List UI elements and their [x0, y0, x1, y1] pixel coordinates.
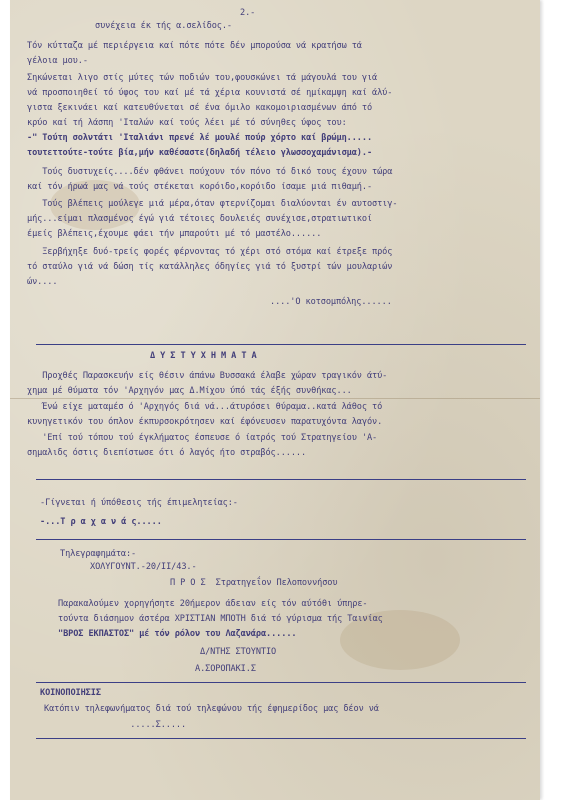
text-line: Ξερβήχηξε δυό-τρείς φορές φέρνοντας τό χέρι στό στόμα καί έτρεξε πρός: [27, 247, 393, 257]
telegram-sign-title: Δ/ΝΤΗΣ ΣΤΟΥΝΤΙΟ: [200, 647, 277, 657]
telegram-sign-name: Α.ΣΟΡΟΠΑΚΙ.Σ: [195, 664, 256, 674]
text-line: κυνηγετικόν του όπλον έκπυρσοκρότησεν καί έφόνευσεν παρατυχόντα λαγόν.: [27, 417, 383, 427]
text-line: Προχθές Παρασκευήν είς θέσιν άπάνω Βυσσακά έλαβε χώραν τραγικόν άτύ-: [27, 371, 388, 381]
text-line: σημαλιδς όστις διεπίστωσε ότι ό λαγός ήτο στραβός......: [27, 448, 307, 458]
page-number: 2.-: [240, 8, 256, 18]
continuation-header: συνέχεια έκ τής α.σελίδος.-: [95, 21, 232, 31]
editor-line: -Γίγνεται ή ύπόθεσις τής έπιμελητείας:-: [40, 498, 238, 508]
text-line: Τούς βλέπεις μούλεγε μιά μέρα,όταν φτερνίζομαι διαλύονται έν αυτοστιγ-: [27, 199, 398, 209]
text-line: ών....: [27, 277, 58, 287]
text-line: "ΒΡΟΣ ΕΚΠΑΣΤΟΣ" μέ τόν ρόλον του Λαζανάρα......: [58, 629, 297, 639]
signature: ....'Ο κοτσομπόλης......: [270, 297, 392, 307]
text-line: γιστα ξεκινάει καί κατευθύνεται σέ ένα όμιλο κακομοιριασμένων άπό τό: [27, 103, 373, 113]
divider: [36, 682, 526, 683]
text-line: νά προσποιηθεί τό ύφος του καί μέ τά χέρια κουνιστά σέ ημίκαμψη καί άλύ-: [27, 88, 393, 98]
editor-signature: -...Τ ρ α χ α ν ά ς.....: [40, 517, 162, 527]
text-line: μής...είμαι πλασμένος έγώ γιά τέτοιες δουλειές συνέχισε,στρατιωτικοί: [27, 214, 373, 224]
text-line: Παρακαλούμεν χορηγήσητε 20ήμερον άδειαν είς τόν αύτόθι ύπηρε-: [58, 599, 368, 609]
text-line: χημα μέ θύματα τόν 'Αρχηγόν μας Δ.Μίχου ύπό τάς έξής συνθήκας...: [27, 386, 352, 396]
text-line: καί τόν ήρωά μας νά τούς στέκεται κορόιδο,κορόιδο ίσαμε μιά πιθαμή.-: [27, 182, 373, 192]
telegram-place-date: ΧΟΛΥΓΟΥΝΤ.-20/II/43.-: [90, 562, 197, 572]
text-line: τό σταύλο γιά νά δώση τίς κατάλληλες όδηγίες γιά τό ξυστρί τών μουλαριών: [27, 262, 393, 272]
divider: [36, 479, 526, 480]
divider: [36, 539, 526, 540]
telegram-heading: Τηλεγραφημάτα:-: [60, 549, 137, 559]
section-title-notice: ΚΟΙΝΟΠΟΙΗΣΙΣ: [40, 688, 101, 698]
text-line: γέλοια μου.-: [27, 56, 88, 66]
section-title-accidents: Δ Υ Σ Τ Υ Χ Η Μ Α Τ Α: [150, 351, 257, 361]
text-line: κρύο καί τή λάσπη 'Ιταλών καί τούς λέει μέ τό σύνηθες ύφος του:: [27, 118, 347, 128]
divider: [36, 344, 526, 345]
text-line: Σηκώνεται λιγο στίς μύτες τών ποδιών του,φουσκώνει τά μάγουλά του γιά: [27, 73, 378, 83]
text-line: .....Σ.....: [44, 720, 187, 730]
text-line: τούντα διάσημον άστέρα ΧΡΙΣΤΙΑΝ ΜΠΟΤΗ διά τό γύρισμα τής Ταινίας: [58, 614, 383, 624]
divider: [36, 738, 526, 739]
text-line: Ένώ είχε ματαμέσ ό 'Αρχηγός διά νά...άτυρόσει θύραμα..κατά λάθος τό: [27, 402, 383, 412]
text-line: Κατόπιν τηλεφωνήματος διά τού τηλεφώνου τής έφημερίδος μας δέον νά: [44, 704, 379, 714]
text-line: Τόν κύτταζα μέ περιέργεια καί πότε πότε δέν μπορούσα νά κρατήσω τά: [27, 41, 362, 51]
text-line: τουτεττούτε-τούτε βία,μήν καθέσαστε(δηλαδή τέλειο γλωσσοχαμάνισμα).-: [27, 148, 373, 158]
text-line: έμείς βλέπεις,έχουμε φάει τήν μπαρούτι μέ τό μαστέλο......: [27, 229, 322, 239]
text-line: -" Τούτη σολντάτι 'Ιταλιάνι πρενέ λέ μουλέ πούρ χόρτο καί βρώμη.....: [27, 133, 373, 143]
telegram-recipient: Π Ρ Ο Σ Στρατηγεΐον Πελοποννήσου: [170, 578, 338, 588]
text-line: Τούς δυστυχείς....δέν φθάνει πούχουν τόν πόνο τό δικό τους έχουν τώρα: [27, 167, 393, 177]
text-line: 'Επί τού τόπου τού έγκλήματος έσπευσε ό ίατρός τού Στρατηγείου 'Α-: [27, 433, 378, 443]
